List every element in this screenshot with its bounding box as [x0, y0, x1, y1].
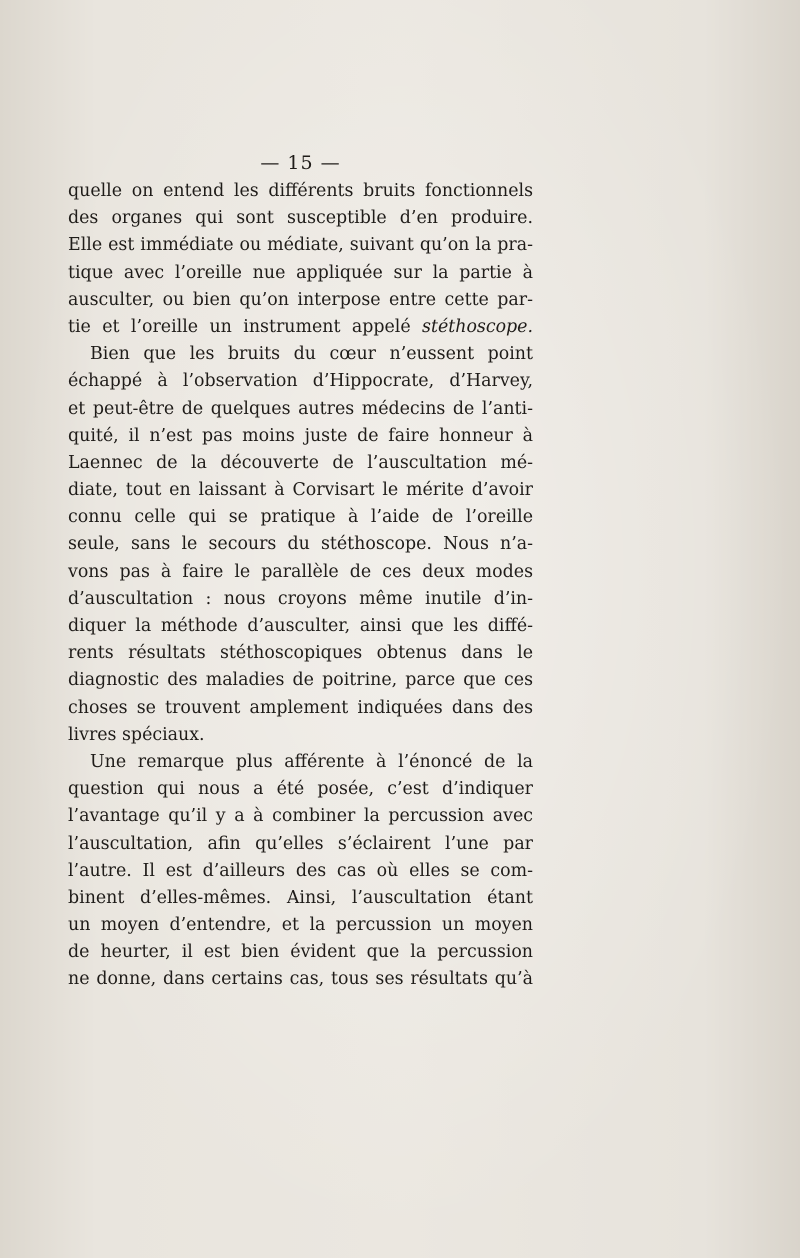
text-line-content: quité, il n’est pas moins juste de faire honneur à	[68, 425, 533, 446]
text-line-content: échappé à l’observation d’Hippocrate, d’Harvey,	[68, 371, 533, 392]
text-line	[68, 423, 533, 450]
text-line	[68, 613, 533, 640]
text-line-content: Laennec de la découverte de l’auscultation mé-	[68, 452, 533, 473]
text-line	[68, 477, 533, 504]
text-line-content: diagnostic des maladies de poitrine, parce que ces	[68, 670, 533, 691]
text-line	[68, 695, 533, 722]
text-line-content: des organes qui sont susceptible d’en produire.	[68, 208, 533, 229]
text-line	[68, 803, 533, 830]
body-text	[68, 178, 533, 994]
text-line	[68, 232, 533, 259]
text-line-content: livres spéciaux.	[68, 724, 205, 745]
text-line	[68, 586, 533, 613]
text-line	[68, 178, 533, 205]
text-line-content: vons pas à faire le parallèle de ces deux modes	[68, 561, 533, 582]
text-line	[68, 749, 533, 776]
text-line-content: diquer la méthode d’ausculter, ainsi que les diffé-	[68, 616, 533, 636]
text-line-content: de heurter, il est bien évident que la percussion	[68, 942, 533, 963]
text-line-content: question qui nous a été posée, c’est d’indiquer	[68, 779, 533, 800]
text-line	[68, 858, 533, 885]
text-line	[68, 776, 533, 803]
text-line	[68, 722, 533, 749]
text-line	[68, 287, 533, 314]
text-line	[68, 966, 533, 993]
text-line-content: choses se trouvent amplement indiquées dans des	[68, 697, 533, 718]
text-line-content: Bien que les bruits du cœur n’eussent point	[90, 344, 533, 365]
text-line	[68, 939, 533, 966]
text-line-content: Une remarque plus afférente à l’énoncé de la	[90, 751, 533, 772]
text-line-content: l’auscultation, afin qu’elles s’éclairent l’une par	[68, 833, 533, 854]
text-line	[68, 885, 533, 912]
text-line-content: ne donne, dans certains cas, tous ses résultats qu’à	[68, 969, 533, 990]
page-number: — 15 —	[260, 152, 341, 174]
text-line-content: rents résultats stéthoscopiques obtenus dans le	[68, 643, 533, 664]
text-line	[68, 559, 533, 586]
text-line-content: tique avec l’oreille nue appliquée sur la partie à	[68, 262, 533, 283]
text-line	[68, 667, 533, 694]
text-line-content: un moyen d’entendre, et la percussion un moyen	[68, 915, 533, 936]
text-line-content: l’avantage qu’il y a à combiner la percussion avec	[68, 806, 533, 827]
text-line-content: d’auscultation : nous croyons même inutile d’in-	[68, 588, 533, 609]
text-line	[68, 396, 533, 423]
text-line	[68, 450, 533, 477]
text-line	[68, 531, 533, 558]
text-line-content: connu celle qui se pratique à l’aide de l’oreille	[68, 507, 533, 528]
text-line-content: tie et l’oreille un instrument appelé	[68, 316, 411, 337]
text-line	[68, 640, 533, 667]
text-line-content: ausculter, ou bien qu’on interpose entre cette par-	[68, 289, 533, 310]
text-line-content: et peut-être de quelques autres médecins de l’anti-	[68, 398, 533, 419]
text-line	[68, 205, 533, 232]
text-line	[68, 260, 533, 287]
text-line-content: quelle on entend les différents bruits fonctionnels	[68, 181, 533, 201]
text-line	[68, 314, 533, 341]
text-line	[68, 368, 533, 395]
text-line	[68, 831, 533, 858]
text-line	[68, 912, 533, 939]
text-line-content: diate, tout en laissant à Corvisart le mérite d’avoir	[68, 480, 533, 501]
text-line	[68, 341, 533, 368]
text-line-content: Elle est immédiate ou médiate, suivant qu’on la pra-	[68, 235, 533, 256]
italic-term: stéthoscope.	[422, 316, 533, 337]
text-line	[68, 504, 533, 531]
text-line-content: binent d’elles-mêmes. Ainsi, l’auscultation étant	[68, 887, 533, 908]
text-line-content: l’autre. Il est d’ailleurs des cas où elles se com-	[68, 860, 533, 881]
text-block	[68, 148, 533, 994]
text-line-content: seule, sans le secours du stéthoscope. Nous n’a-	[68, 534, 533, 555]
